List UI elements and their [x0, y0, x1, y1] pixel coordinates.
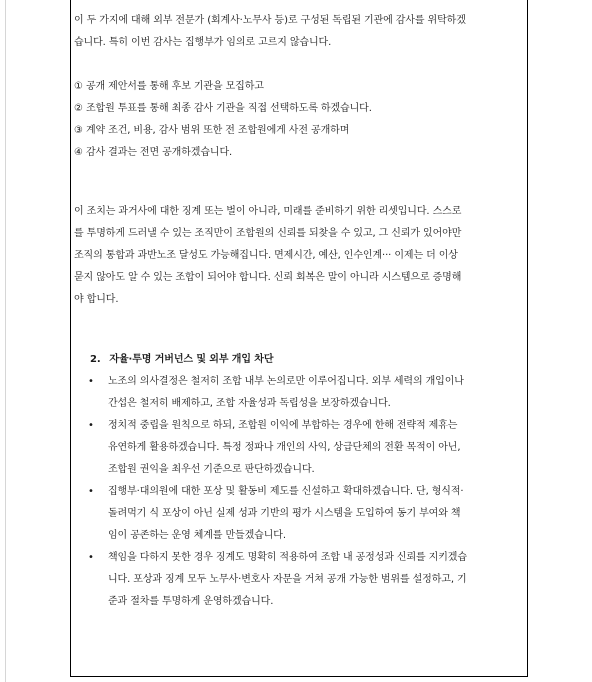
- bullet-list: [74, 371, 526, 613]
- text-line: 돌려먹기 식 포상이 아닌 실제 성과 기반의 평가 시스템을 도입하여 동기 부여와 책: [108, 508, 461, 519]
- text-line: 책임을 다하지 못한 경우 징계도 명확히 적용하여 조합 내 공정성과 신뢰를 지키겠습: [108, 552, 467, 563]
- document-body: [74, 10, 526, 613]
- text-line: 를 투명하게 드러낼 수 있는 조직만이 조합원의 신뢰를 되찾을 수 있고, 그 신뢰가 있어야만: [74, 228, 462, 239]
- section-title: 자율·투명 거버넌스 및 외부 개입 차단: [109, 354, 274, 365]
- text-line: 이 조치는 과거사에 대한 징계 또는 벌이 아니라, 미래를 준비하기 위한 리셋입니다. 스스로: [74, 206, 462, 217]
- bullet-icon: •: [88, 376, 94, 387]
- numbered-item: ① 공개 제안서를 통해 후보 기관을 모집하고: [74, 81, 264, 92]
- reset-paragraph: [74, 201, 526, 311]
- text-line: 간섭은 철저히 배제하고, 조합 자율성과 독립성을 보장하겠습니다.: [108, 398, 391, 409]
- text-line: 습니다. 특히 이번 감사는 집행부가 임의로 고르지 않습니다.: [74, 37, 332, 48]
- text-line: 이 두 가지에 대해 외부 전문가 (회계사·노무사 등)로 구성된 독립된 기관에 감사를 위탁하겠: [74, 15, 466, 26]
- text-line: 정치적 중립을 원칙으로 하되, 조합원 이익에 부합하는 경우에 한해 전략적 제휴는: [108, 420, 458, 431]
- text-line: 유연하게 활용하겠습니다. 특정 정파나 개인의 사익, 상급단체의 전환 목적이 아닌,: [108, 442, 461, 453]
- text-line: 노조의 의사결정은 철저히 조합 내부 논의로만 이루어집니다. 외부 세력의 개입이나: [108, 376, 464, 387]
- numbered-item: ④ 감사 결과는 전면 공개하겠습니다.: [74, 147, 233, 158]
- text-line: 임이 공존하는 운영 체계를 만들겠습니다.: [108, 530, 286, 541]
- bullet-icon: •: [88, 420, 94, 431]
- list-item: [74, 547, 526, 613]
- text-line: 조합원 권익을 최우선 기준으로 판단하겠습니다.: [108, 464, 315, 475]
- numbered-item: ③ 계약 조건, 비용, 감사 범위 또한 전 조합원에게 사전 공개하며: [74, 125, 350, 136]
- text-line: 야 합니다.: [74, 294, 119, 305]
- list-item: [74, 415, 526, 481]
- text-line: 준과 절차를 투명하게 운영하겠습니다.: [108, 596, 274, 607]
- section-heading: [90, 349, 526, 371]
- section-number: 2.: [90, 354, 101, 365]
- text-line: 니다. 포상과 징계 모두 노무사·변호사 자문을 거쳐 공개 가능한 범위를 설정하고, 기: [108, 574, 467, 585]
- page-edge-line: [5, 0, 6, 682]
- list-item: [74, 371, 526, 415]
- bullet-icon: •: [88, 486, 94, 497]
- numbered-item: ② 조합원 투표를 통해 최종 감사 기관을 직접 선택하도록 하겠습니다.: [74, 103, 372, 114]
- text-line: 조직의 통합과 과반노조 달성도 가능해집니다. 면제시간, 예산, 인수인계··· 이제는 더 이상: [74, 250, 458, 261]
- intro-paragraph: [74, 10, 526, 54]
- text-line: 묻지 않아도 알 수 있는 조합이 되어야 합니다. 신뢰 회복은 말이 아니라 시스템으로 증명해: [74, 272, 462, 283]
- text-line: 집행부·대의원에 대한 포상 및 활동비 제도를 신설하고 확대하겠습니다. 단, 형식적·: [108, 486, 464, 497]
- numbered-list: [74, 76, 526, 164]
- bullet-icon: •: [88, 552, 94, 563]
- list-item: [74, 481, 526, 547]
